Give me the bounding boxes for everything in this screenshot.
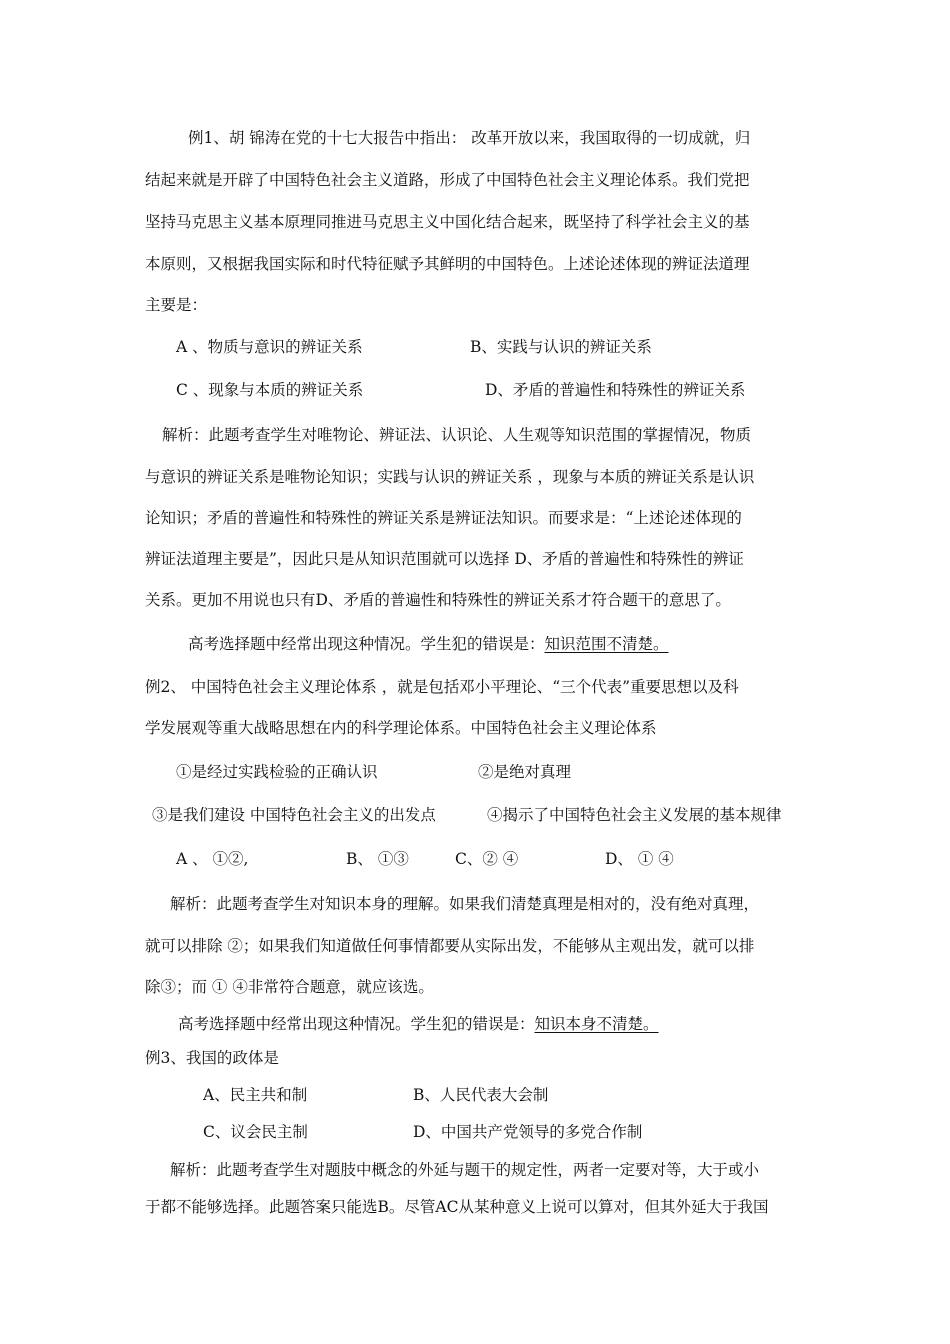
ex1-question-line-4: 本原则，又根据我国实际和时代特征赋予其鲜明的中国特色。上述论述体现的辨证法道理 (145, 255, 750, 273)
ex1-note-prefix: 高考选择题中经常出现这种情况。学生犯的错误是： (188, 635, 545, 653)
ex1-option-a: A 、物质与意识的辨证关系 (176, 338, 363, 356)
ex3-analysis-line-1: 解析：此题考查学生对题肢中概念的外延与题干的规定性，两者一定要对等，大于或小 (170, 1161, 760, 1179)
ex2-note (178, 1014, 659, 1034)
ex1-question-line-1: 例1、胡 锦涛在党的十七大报告中指出： 改革开放以来，我国取得的一切成就，归 (188, 129, 751, 147)
ex1-analysis-line-2: 与意识的辨证关系是唯物论知识；实践与认识的辨证关系 ，现象与本质的辨证关系是认识 (145, 468, 755, 486)
ex3-option-a: A、民主共和制 (203, 1086, 308, 1104)
ex1-option-b: B、实践与认识的辨证关系 (470, 338, 652, 356)
ex3-option-c: C、议会民主制 (203, 1123, 308, 1141)
ex2-analysis-line-3: 除③；而 ① ④非常符合题意，就应该选。 (145, 978, 434, 996)
ex2-option-d: D、 ① ④ (605, 850, 674, 868)
ex1-note (188, 634, 669, 654)
ex2-statement-1: ①是经过实践检验的正确认识 (176, 763, 378, 781)
ex3-option-b: B、人民代表大会制 (413, 1086, 549, 1104)
ex2-question-line-1: 例2、 中国特色社会主义理论体系 ，就是包括邓小平理论、“三个代表”重要思想以及科 (145, 678, 739, 696)
ex2-option-c: C、② ④ (455, 850, 519, 868)
ex2-statement-2: ②是绝对真理 (478, 763, 572, 781)
ex1-option-c: C 、现象与本质的辨证关系 (176, 381, 364, 399)
ex3-question-line-1: 例3、我国的政体是 (145, 1049, 279, 1067)
ex1-option-d: D、矛盾的普遍性和特殊性的辨证关系 (485, 381, 746, 399)
ex2-option-a: A 、 ①②, (176, 850, 249, 868)
ex1-analysis-line-4: 辨证法道理主要是”，因此只是从知识范围就可以选择 D、矛盾的普遍性和特殊性的辨证 (145, 550, 744, 568)
ex2-option-b: B、 ①③ (346, 850, 409, 868)
ex1-question-line-2: 结起来就是开辟了中国特色社会主义道路，形成了中国特色社会主义理论体系。我们党把 (145, 171, 750, 189)
ex1-analysis-line-1: 解析：此题考查学生对唯物论、辨证法、认识论、人生观等知识范围的掌握情况，物质 (162, 426, 752, 444)
ex2-question-line-2: 学发展观等重大战略思想在内的科学理论体系。中国特色社会主义理论体系 (145, 719, 657, 737)
ex1-note-error: 知识范围不清楚。 (544, 635, 669, 653)
ex2-analysis-line-2: 就可以排除 ②；如果我们知道做任何事情都要从实际出发，不能够从主观出发，就可以排 (145, 937, 755, 955)
ex2-statement-4: ④揭示了中国特色社会主义发展的基本规律 (487, 806, 782, 824)
ex1-analysis-line-5: 关系。更加不用说也只有D、矛盾的普遍性和特殊性的辨证关系才符合题干的意思了。 (145, 591, 731, 609)
ex2-analysis-line-1: 解析：此题考查学生对知识本身的理解。如果我们清楚真理是相对的，没有绝对真理， (170, 895, 760, 913)
ex1-question-line-3: 坚持马克思主义基本原理同推进马克思主义中国化结合起来，既坚持了科学社会主义的基 (145, 213, 750, 231)
ex3-analysis-line-2: 于都不能够选择。此题答案只能选B。尽管AC从某种意义上说可以算对，但其外延大于我国 (145, 1198, 769, 1216)
ex2-note-prefix: 高考选择题中经常出现这种情况。学生犯的错误是： (178, 1015, 535, 1033)
ex2-statement-3: ③是我们建设 中国特色社会主义的出发点 (152, 806, 436, 824)
ex3-option-d: D、中国共产党领导的多党合作制 (413, 1123, 643, 1141)
ex2-note-error: 知识本身不清楚。 (534, 1015, 659, 1033)
ex1-analysis-line-3: 论知识；矛盾的普遍性和特殊性的辨证关系是辨证法知识。而要求是：“上述论述体现的 (145, 509, 742, 527)
ex1-question-line-5: 主要是： (145, 296, 208, 314)
